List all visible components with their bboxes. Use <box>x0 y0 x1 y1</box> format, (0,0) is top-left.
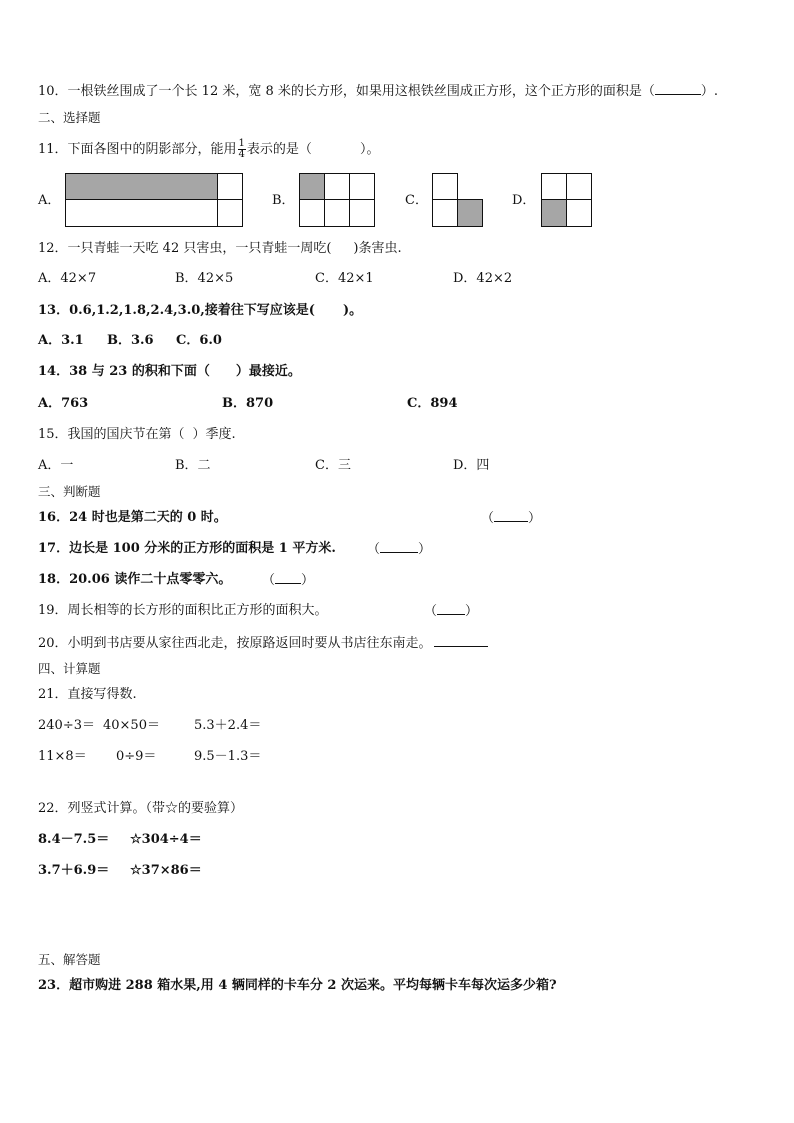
figure-d-shaded-cell <box>542 200 567 227</box>
option-12-b[interactable]: B．42×5 <box>175 271 234 286</box>
option-14-b[interactable]: B．870 <box>222 396 274 411</box>
answer-blank[interactable] <box>655 82 701 95</box>
option-15-b[interactable]: B．二 <box>175 458 211 473</box>
calc-22-2[interactable]: ☆304÷4＝ <box>130 832 202 847</box>
question-17: 17．边长是 100 分米的正方形的面积是 1 平方米. <box>38 541 336 556</box>
figure-d[interactable] <box>541 173 592 227</box>
question-16: 16．24 时也是第二天的 0 时。 <box>38 510 227 525</box>
answer-19[interactable]: （ ） <box>424 604 479 619</box>
question-15: 15．我国的国庆节在第（ ）季度. <box>38 427 236 442</box>
figure-b[interactable] <box>299 173 375 227</box>
figure-c[interactable] <box>432 173 483 227</box>
option-15-a[interactable]: A．一 <box>38 458 74 473</box>
question-19: 19．周长相等的长方形的面积比正方形的面积大。 <box>38 603 328 618</box>
option-14-a[interactable]: A．763 <box>38 396 89 411</box>
option-12-d[interactable]: D．42×2 <box>453 271 513 286</box>
calc-21-6[interactable]: 9.5－1.3＝ <box>194 749 262 764</box>
section-heading-judgment: 三、判断题 <box>38 484 101 499</box>
answer-17[interactable]: （ ） <box>367 542 432 557</box>
option-13-b[interactable]: B．3.6 <box>107 333 154 348</box>
option-14-c[interactable]: C．894 <box>407 396 458 411</box>
option-label-b[interactable]: B． <box>272 193 295 208</box>
fraction-one-quarter: $\frac{1}{4}$ <box>238 138 245 160</box>
question-12: 12．一只青蛙一天吃 42 只害虫，一只青蛙一周吃( )条害虫. <box>38 241 402 256</box>
section-heading-choice: 二、选择题 <box>38 110 101 125</box>
option-12-a[interactable]: A．42×7 <box>38 271 97 286</box>
question-13: 13．0.6,1.2,1.8,2.4,3.0,接着往下写应该是( )。 <box>38 303 363 318</box>
question-23: 23．超市购进 288 箱水果,用 4 辆同样的卡车分 2 次运来。平均每辆卡车每次运多少箱? <box>38 978 557 993</box>
option-15-d[interactable]: D．四 <box>453 458 490 473</box>
question-21: 21．直接写得数. <box>38 687 137 702</box>
option-label-c[interactable]: C． <box>405 193 428 208</box>
figure-a-shaded-cell <box>66 174 218 200</box>
option-13-a[interactable]: A．3.1 <box>38 333 84 348</box>
option-label-a[interactable]: A． <box>38 193 61 208</box>
calc-21-1[interactable]: 240÷3＝ <box>38 718 95 733</box>
question-22: 22．列竖式计算。（带☆的要验算） <box>38 801 244 816</box>
question-11: 11．下面各图中的阴影部分，能用 $\frac{1}{4}$ 表示的是（ ）。 <box>38 138 380 160</box>
calc-22-3[interactable]: 3.7＋6.9＝ <box>38 863 110 878</box>
calc-21-5[interactable]: 0÷9＝ <box>116 749 157 764</box>
figure-b-shaded-cell <box>300 174 325 200</box>
answer-16[interactable]: （ ） <box>481 511 542 526</box>
figure-a[interactable] <box>65 173 243 227</box>
calc-21-3[interactable]: 5.3＋2.4＝ <box>194 718 262 733</box>
figure-c-shaded-cell <box>458 200 483 227</box>
section-heading-word-problems: 五、解答题 <box>38 952 101 967</box>
calc-21-4[interactable]: 11×8＝ <box>38 749 87 764</box>
option-15-c[interactable]: C．三 <box>315 458 351 473</box>
answer-18[interactable]: （ ） <box>262 573 315 588</box>
option-13-c[interactable]: C．6.0 <box>176 333 222 348</box>
option-12-c[interactable]: C．42×1 <box>315 271 374 286</box>
option-label-d[interactable]: D． <box>512 193 536 208</box>
calc-22-4[interactable]: ☆37×86＝ <box>130 863 202 878</box>
question-14: 14．38 与 23 的积和下面（ ）最接近。 <box>38 364 301 379</box>
question-20: 20．小明到书店要从家往西北走，按原路返回时要从书店往东南走。 <box>38 634 488 653</box>
question-18: 18．20.06 读作二十点零零六。 <box>38 572 232 587</box>
question-10: 10．一根铁丝围成了一个长 12 米，宽 8 米的长方形，如果用这根铁丝围成正方形，这个正方形的面积是（ ）. <box>38 84 719 99</box>
calc-22-1[interactable]: 8.4－7.5＝ <box>38 832 110 847</box>
calc-21-2[interactable]: 40×50＝ <box>103 718 160 733</box>
answer-20[interactable] <box>434 634 488 647</box>
section-heading-calculation: 四、计算题 <box>38 661 101 676</box>
